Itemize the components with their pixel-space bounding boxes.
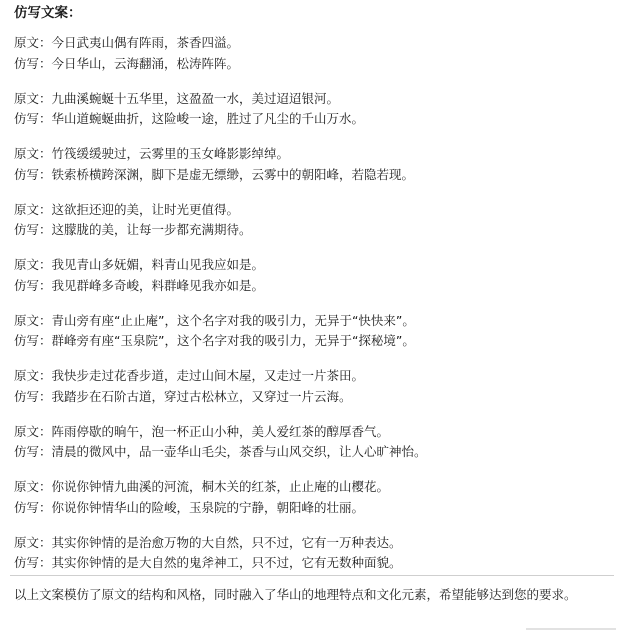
imitation-line: 仿写：这朦胧的美，让每一步都充满期待。 <box>14 222 252 237</box>
divider <box>10 575 614 576</box>
text-pair <box>14 311 614 352</box>
original-line: 原文：我见青山多妩媚，料青山见我应如是。 <box>14 257 265 272</box>
original-line: 原文：你说你钟情九曲溪的河流，桐木关的红茶，止止庵的山樱花。 <box>14 479 390 494</box>
imitation-line: 仿写：你说你钟情华山的险峻，玉泉院的宁静，朝阳峰的壮丽。 <box>14 499 365 515</box>
horizontal-scrollbar[interactable] <box>526 628 616 630</box>
document-body <box>14 0 614 588</box>
text-pair <box>14 422 614 463</box>
imitation-line: 仿写：清晨的微风中，品一壶华山毛尖，茶香与山风交织，让人心旷神怡。 <box>14 444 427 459</box>
imitation-line: 仿写：我见群峰多奇峻，料群峰见我亦如是。 <box>14 277 265 293</box>
imitation-line: 仿写：今日华山，云海翻涌，松涛阵阵。 <box>14 55 240 71</box>
imitation-line: 仿写：其实你钟情的是大自然的鬼斧神工，只不过，它有无数种面貌。 <box>14 555 402 570</box>
imitation-line: 仿写：华山道蜿蜒曲折，这险峻一途，胜过了凡尘的千山万水。 <box>14 111 365 126</box>
original-line: 原文：青山旁有座“止止庵”，这个名字对我的吸引力，无异于“快快来”。 <box>14 312 415 328</box>
original-line: 原文：九曲溪蜿蜒十五华里，这盈盈一水，美过迢迢银河。 <box>14 90 340 106</box>
closing-note: 以上文案模仿了原文的结构和风格，同时融入了华山的地理特点和文化元素，希望能够达到您的要求。 <box>14 587 577 602</box>
text-pair <box>14 89 614 130</box>
imitation-line: 仿写：群峰旁有座“玉泉院”，这个名字对我的吸引力，无异于“探秘境”。 <box>14 333 415 348</box>
imitation-line: 仿写：铁索桥横跨深渊，脚下是虚无缥缈，云雾中的朝阳峰，若隐若现。 <box>14 166 415 182</box>
original-line: 原文：这欲拒还迎的美，让时光更值得。 <box>14 201 240 217</box>
text-pair <box>14 200 614 241</box>
original-line: 原文：竹筏缓缓驶过，云雾里的玉女峰影影绰绰。 <box>14 146 290 161</box>
text-pair <box>14 144 614 185</box>
original-line: 原文：我快步走过花香步道，走过山间木屋，又走过一片茶田。 <box>14 368 365 383</box>
text-pair <box>14 533 614 574</box>
original-line: 原文：今日武夷山偶有阵雨，茶香四溢。 <box>14 35 240 50</box>
section-heading: 仿写文案： <box>14 5 82 21</box>
text-pair <box>14 255 614 296</box>
text-pair <box>14 477 614 518</box>
original-line: 原文：其实你钟情的是治愈万物的大自然，只不过，它有一万种表达。 <box>14 534 402 550</box>
pair-list <box>14 33 614 574</box>
imitation-line: 仿写：我踏步在石阶古道，穿过古松林立，又穿过一片云海。 <box>14 388 352 404</box>
text-pair <box>14 33 614 74</box>
original-line: 原文：阵雨停歇的晌午，泡一杯正山小种，美人爱红茶的醇厚香气。 <box>14 423 390 439</box>
text-pair <box>14 366 614 407</box>
